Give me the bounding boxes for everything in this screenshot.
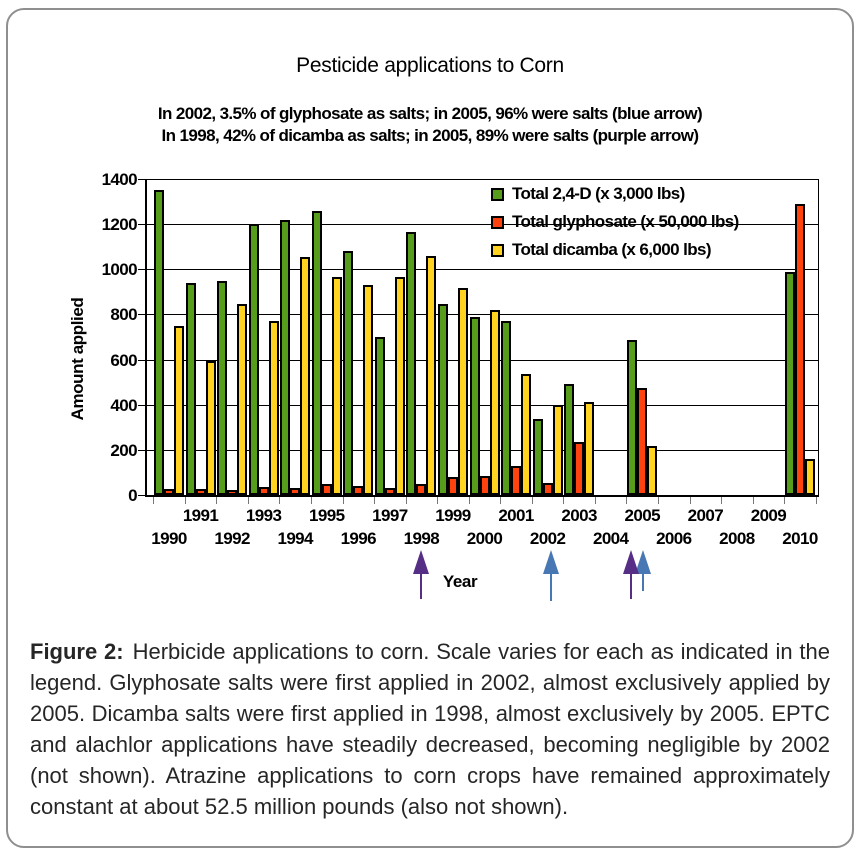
legend-label: Total dicamba (x 6,000 lbs) xyxy=(512,240,711,259)
bar-2005-series0 xyxy=(627,340,637,495)
y-axis-title: Amount applied xyxy=(68,297,87,421)
bar-2001-series0 xyxy=(501,321,511,495)
x-tick-mark xyxy=(816,497,817,504)
bar-2003-series2 xyxy=(584,402,594,495)
x-year-label: 1997 xyxy=(372,506,408,525)
bar-1994-series2 xyxy=(300,257,310,495)
bar-1999-series2 xyxy=(458,288,468,495)
x-year-label: 1995 xyxy=(309,506,345,525)
figure-caption xyxy=(30,636,830,822)
y-tick-label: 0 xyxy=(128,486,137,505)
bar-1995-series1 xyxy=(322,484,332,495)
y-tick-label: 400 xyxy=(110,395,137,415)
bar-2010-series0 xyxy=(785,272,795,495)
x-tick-mark xyxy=(690,497,691,504)
y-tick-label: 1200 xyxy=(101,215,137,235)
x-year-label: 2010 xyxy=(782,529,818,548)
x-year-label: 1990 xyxy=(151,529,187,548)
x-tick-mark xyxy=(343,497,344,504)
bar-2002-series1 xyxy=(543,483,553,495)
bar-2000-series0 xyxy=(470,317,480,495)
bar-2001-series1 xyxy=(511,466,521,495)
x-tick-mark xyxy=(311,497,312,504)
x-year-label: 2001 xyxy=(498,506,534,525)
x-tick-mark xyxy=(248,497,249,504)
x-tick-mark xyxy=(658,497,659,504)
x-tick-mark xyxy=(374,497,375,504)
bar-2003-series1 xyxy=(574,442,584,495)
chart-subtitle-line1: In 2002, 3.5% of glyphosate as salts; in 2005, 96% were salts (blue arrow) xyxy=(157,104,703,123)
plot-right-border xyxy=(818,179,819,495)
bar-1995-series2 xyxy=(332,277,342,495)
chart-title: Pesticide applications to Corn xyxy=(296,54,564,77)
x-tick-mark xyxy=(595,497,596,504)
x-year-label: 1993 xyxy=(245,506,282,525)
bar-1990-series1 xyxy=(164,489,174,495)
legend-item xyxy=(491,208,739,236)
bar-1999-series1 xyxy=(448,477,458,495)
bar-1991-series2 xyxy=(206,361,216,495)
y-tick-label: 800 xyxy=(110,305,137,325)
x-year-label: 1994 xyxy=(277,529,313,548)
x-tick-mark xyxy=(626,497,627,504)
x-tick-mark xyxy=(279,497,280,504)
legend-item xyxy=(491,180,739,208)
y-tick-label: 1000 xyxy=(101,260,137,280)
blue-arrow-stem-2005 xyxy=(642,572,644,591)
bar-1997-series1 xyxy=(385,488,395,495)
y-tick-label: 1400 xyxy=(101,170,137,189)
bar-1990-series2 xyxy=(174,326,184,495)
x-tick-mark xyxy=(185,497,186,504)
x-tick-mark xyxy=(753,497,754,504)
x-tick-mark xyxy=(153,497,154,504)
x-tick-mark xyxy=(500,497,501,504)
legend-color-swatch xyxy=(491,244,504,257)
bar-1996-series1 xyxy=(353,486,363,495)
blue-arrow-stem-2002 xyxy=(550,572,552,601)
blue-arrow-2002 xyxy=(543,550,559,574)
x-year-label: 1996 xyxy=(340,529,376,548)
bar-2002-series0 xyxy=(533,419,543,495)
bar-1997-series2 xyxy=(395,277,405,495)
legend-item xyxy=(491,236,739,264)
bar-2001-series2 xyxy=(521,374,531,495)
x-tick-mark xyxy=(469,497,470,504)
bar-1998-series1 xyxy=(416,484,426,495)
x-year-label: 2007 xyxy=(687,506,724,525)
x-year-label: 2003 xyxy=(561,506,597,525)
legend-color-swatch xyxy=(491,216,504,229)
bar-1990-series0 xyxy=(154,190,164,495)
legend-color-swatch xyxy=(491,188,504,201)
x-axis-line xyxy=(145,495,819,497)
bar-2010-series1 xyxy=(795,204,805,495)
figure-caption-text: Herbicide applications to corn. Scale varies for each as indicated in the legend. Glyphosate salts were first applied in 2002, almost exclusively applied by 2005. Dicamba salts were first applied in 1998, almost exclusively by 2005. EPTC and alachlor applications have steadily decreased, becoming negligible by 2002 (not shown). Atrazine applications to corn crops have remained approximately constant at about 52.5 million pounds (also not shown). xyxy=(30,639,830,819)
bar-2005-series2 xyxy=(647,446,657,495)
x-year-label: 2004 xyxy=(592,529,629,548)
x-tick-mark xyxy=(532,497,533,504)
bar-1992-series2 xyxy=(237,304,247,495)
bar-1991-series0 xyxy=(186,283,196,495)
chart-subtitle-line2: In 1998, 42% of dicamba as salts; in 2005, 89% were salts (purple arrow) xyxy=(161,126,699,145)
x-tick-mark xyxy=(406,497,407,504)
bar-2000-series1 xyxy=(480,476,490,495)
x-year-label: 2009 xyxy=(750,506,787,525)
bar-1998-series0 xyxy=(406,232,416,495)
x-axis-title: Year xyxy=(442,572,478,591)
x-tick-mark xyxy=(437,497,438,504)
bar-2010-series2 xyxy=(805,459,815,495)
bar-1997-series0 xyxy=(375,337,385,495)
purple-arrow-stem-2005 xyxy=(630,572,632,599)
bar-1993-series0 xyxy=(249,224,259,495)
x-year-label: 2006 xyxy=(656,529,692,548)
x-year-label: 2000 xyxy=(466,529,503,548)
y-tick-label: 200 xyxy=(110,440,137,460)
x-year-label: 1992 xyxy=(214,529,250,548)
x-tick-mark xyxy=(721,497,722,504)
bar-1998-series2 xyxy=(426,256,436,495)
bar-1991-series1 xyxy=(196,489,206,495)
bar-2000-series2 xyxy=(490,310,500,495)
bar-2002-series2 xyxy=(553,405,563,495)
x-year-label: 1999 xyxy=(435,506,471,525)
legend-label: Total glyphosate (x 50,000 lbs) xyxy=(512,212,739,231)
bar-1996-series2 xyxy=(363,285,373,495)
bar-1995-series0 xyxy=(312,211,322,495)
bar-2003-series0 xyxy=(564,384,574,495)
purple-arrow-2005 xyxy=(623,550,639,574)
x-year-label: 1998 xyxy=(403,529,440,548)
x-tick-mark xyxy=(563,497,564,504)
bar-1993-series1 xyxy=(259,487,269,495)
x-year-label: 2005 xyxy=(624,506,660,525)
y-gridline xyxy=(146,269,818,270)
figure-caption-label: Figure 2: xyxy=(30,639,124,664)
bar-1993-series2 xyxy=(269,321,279,495)
x-year-label: 2008 xyxy=(719,529,755,548)
bar-2005-series1 xyxy=(637,388,647,495)
bar-1994-series1 xyxy=(290,488,300,495)
bar-1996-series0 xyxy=(343,251,353,495)
y-axis-line xyxy=(145,179,147,497)
bar-1992-series1 xyxy=(227,490,237,495)
chart-legend xyxy=(491,180,739,264)
bar-1999-series0 xyxy=(438,304,448,495)
x-tick-mark xyxy=(784,497,785,504)
x-year-label: 2002 xyxy=(529,529,566,548)
bar-1992-series0 xyxy=(217,281,227,495)
x-tick-mark xyxy=(216,497,217,504)
x-year-label: 1991 xyxy=(182,506,219,525)
purple-arrow-1998 xyxy=(413,550,429,574)
legend-label: Total 2,4-D (x 3,000 lbs) xyxy=(512,184,685,203)
y-tick-label: 600 xyxy=(110,350,137,370)
bar-1994-series0 xyxy=(280,220,290,495)
